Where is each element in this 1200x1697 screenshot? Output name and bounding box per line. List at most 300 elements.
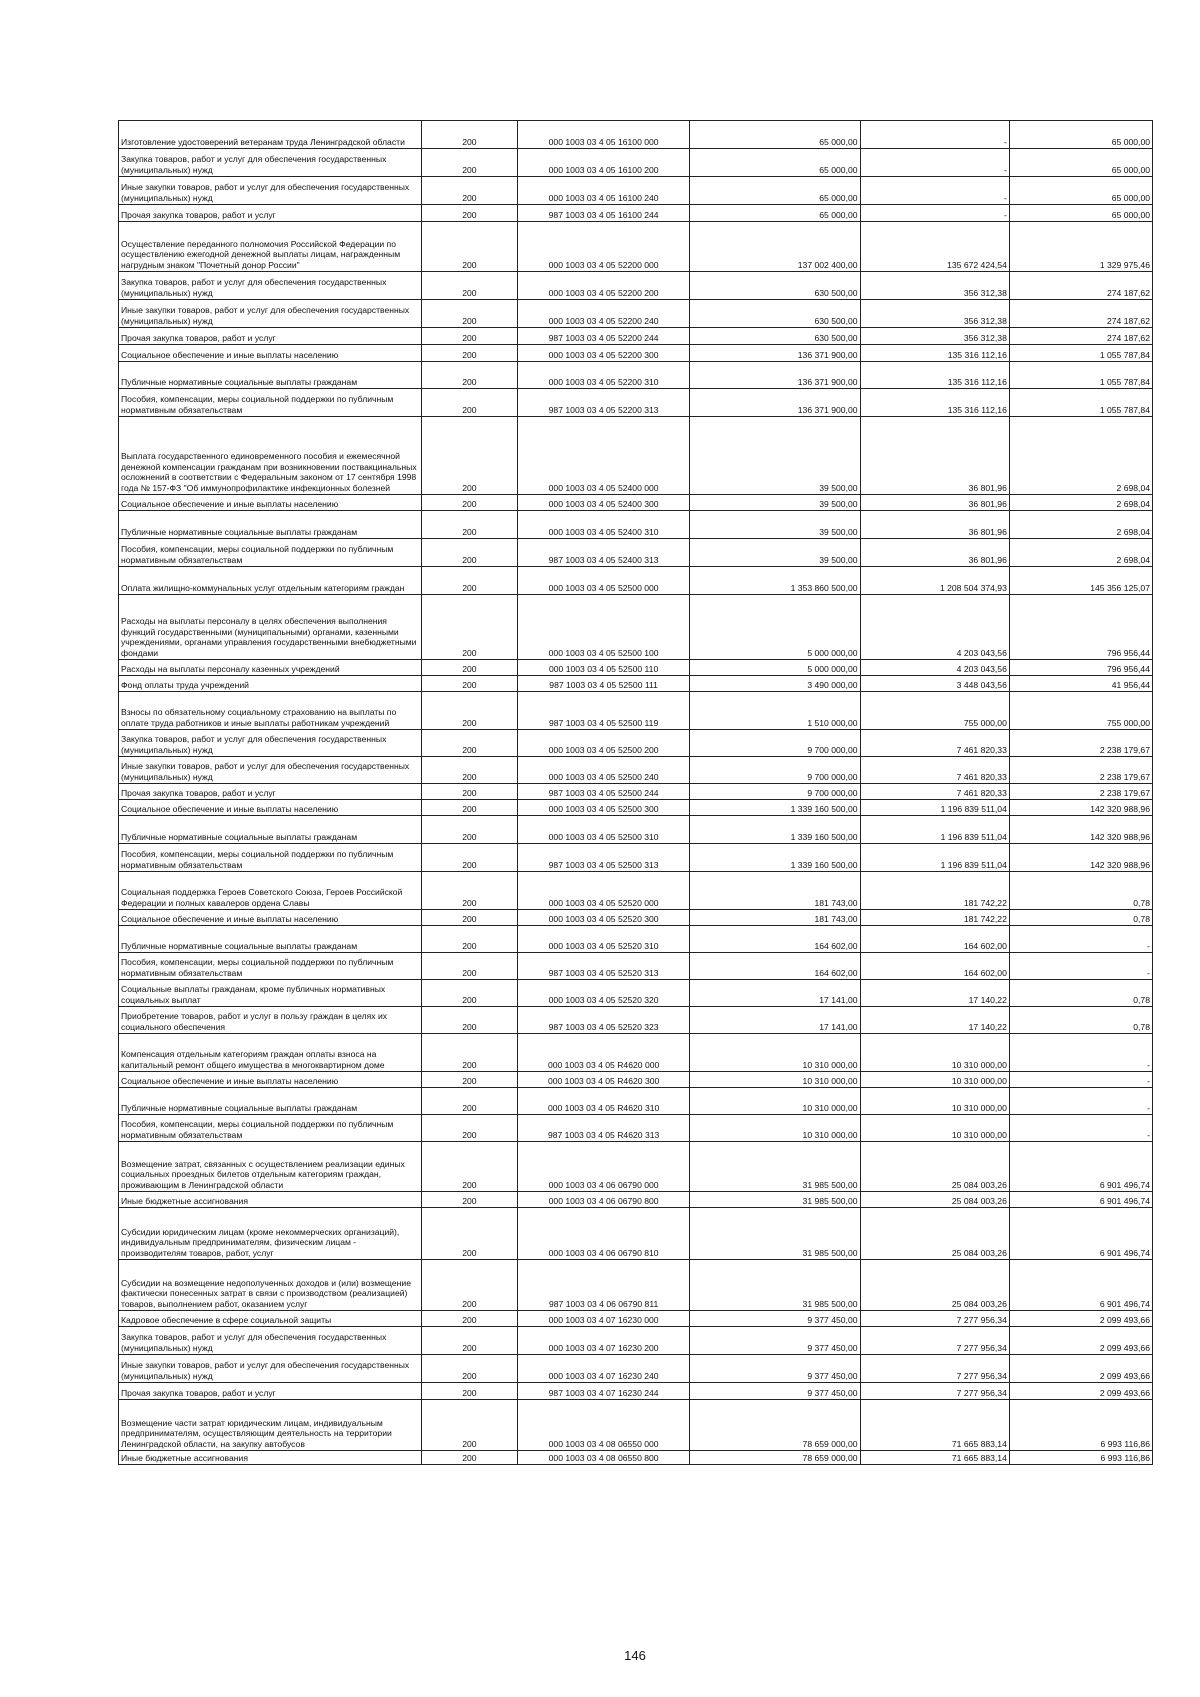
classification-code-cell: 000 1003 03 4 05 52200 000 [517, 222, 689, 272]
executed-amount-cell: 7 461 820,33 [860, 730, 1009, 757]
page-number: 146 [624, 1648, 646, 1663]
classification-code-cell: 000 1003 03 4 05 16100 000 [517, 121, 689, 149]
classification-code-cell: 987 1003 03 4 05 R4620 313 [517, 1115, 689, 1142]
unexecuted-amount-cell: 65 000,00 [1009, 177, 1152, 205]
unexecuted-amount-cell: - [1009, 1072, 1152, 1088]
table-row [119, 730, 1153, 757]
classification-code-cell: 000 1003 03 4 06 06790 000 [517, 1142, 689, 1192]
table-row [119, 1192, 1153, 1208]
line-code-cell: 200 [421, 1192, 517, 1208]
table-row [119, 784, 1153, 800]
expense-name-cell: Пособия, компенсации, меры социальной поддержки по публичным нормативным обязательствам [119, 953, 422, 980]
expense-name-cell: Кадровое обеспечение в сфере социальной защиты [119, 1311, 422, 1327]
table-row [119, 362, 1153, 389]
approved-amount-cell: 9 700 000,00 [690, 784, 860, 800]
table-row [119, 1034, 1153, 1072]
expense-name-cell: Социальные выплаты гражданам, кроме публичных нормативных социальных выплат [119, 980, 422, 1007]
expense-name-cell: Прочая закупка товаров, работ и услуг [119, 1383, 422, 1400]
line-code-cell: 200 [421, 1400, 517, 1451]
classification-code-cell: 000 1003 03 4 05 52520 000 [517, 872, 689, 910]
approved-amount-cell: 10 310 000,00 [690, 1115, 860, 1142]
expense-name-cell: Социальное обеспечение и иные выплаты населению [119, 800, 422, 816]
line-code-cell: 200 [421, 539, 517, 567]
approved-amount-cell: 136 371 900,00 [690, 345, 860, 362]
approved-amount-cell: 630 500,00 [690, 300, 860, 328]
classification-code-cell: 000 1003 03 4 07 16230 200 [517, 1327, 689, 1355]
table-row [119, 1208, 1153, 1260]
table-row [119, 800, 1153, 816]
line-code-cell: 200 [421, 1208, 517, 1260]
budget-table [118, 120, 1153, 1465]
executed-amount-cell: 36 801,96 [860, 417, 1009, 495]
line-code-cell: 200 [421, 177, 517, 205]
line-code-cell: 200 [421, 149, 517, 177]
table-row [119, 1088, 1153, 1115]
approved-amount-cell: 5 000 000,00 [690, 660, 860, 676]
approved-amount-cell: 65 000,00 [690, 205, 860, 222]
line-code-cell: 200 [421, 389, 517, 417]
approved-amount-cell: 9 377 450,00 [690, 1355, 860, 1383]
executed-amount-cell: 1 208 504 374,93 [860, 567, 1009, 595]
expense-name-cell: Иные закупки товаров, работ и услуг для обеспечения государственных (муниципальных) нужд [119, 757, 422, 784]
table-row [119, 495, 1153, 511]
executed-amount-cell: 25 084 003,26 [860, 1192, 1009, 1208]
executed-amount-cell: 3 448 043,56 [860, 676, 1009, 692]
table-row [119, 757, 1153, 784]
executed-amount-cell: 25 084 003,26 [860, 1142, 1009, 1192]
unexecuted-amount-cell: 1 055 787,84 [1009, 389, 1152, 417]
unexecuted-amount-cell: 274 187,62 [1009, 300, 1152, 328]
classification-code-cell: 000 1003 03 4 06 06790 800 [517, 1192, 689, 1208]
table-row [119, 953, 1153, 980]
line-code-cell: 200 [421, 692, 517, 730]
approved-amount-cell: 39 500,00 [690, 495, 860, 511]
approved-amount-cell: 31 985 500,00 [690, 1260, 860, 1311]
classification-code-cell: 000 1003 03 4 07 16230 240 [517, 1355, 689, 1383]
unexecuted-amount-cell: 2 238 179,67 [1009, 784, 1152, 800]
expense-name-cell: Социальное обеспечение и иные выплаты населению [119, 910, 422, 926]
approved-amount-cell: 65 000,00 [690, 149, 860, 177]
executed-amount-cell: 10 310 000,00 [860, 1115, 1009, 1142]
line-code-cell: 200 [421, 1072, 517, 1088]
executed-amount-cell: 4 203 043,56 [860, 660, 1009, 676]
classification-code-cell: 000 1003 03 4 05 R4620 000 [517, 1034, 689, 1072]
table-row [119, 910, 1153, 926]
approved-amount-cell: 9 377 450,00 [690, 1383, 860, 1400]
expense-name-cell: Прочая закупка товаров, работ и услуг [119, 328, 422, 345]
unexecuted-amount-cell: 2 698,04 [1009, 495, 1152, 511]
classification-code-cell: 000 1003 03 4 05 52200 240 [517, 300, 689, 328]
executed-amount-cell: 10 310 000,00 [860, 1072, 1009, 1088]
unexecuted-amount-cell: - [1009, 926, 1152, 953]
executed-amount-cell: 7 277 956,34 [860, 1383, 1009, 1400]
unexecuted-amount-cell: 65 000,00 [1009, 149, 1152, 177]
table-row [119, 676, 1153, 692]
classification-code-cell: 000 1003 03 4 05 16100 240 [517, 177, 689, 205]
unexecuted-amount-cell: 2 099 493,66 [1009, 1311, 1152, 1327]
line-code-cell: 200 [421, 1327, 517, 1355]
expense-name-cell: Компенсация отдельным категориям граждан оплаты взноса на капитальный ремонт общего имущества в многоквартирном доме [119, 1034, 422, 1072]
classification-code-cell: 987 1003 03 4 05 52500 313 [517, 844, 689, 872]
expense-name-cell: Иные закупки товаров, работ и услуг для обеспечения государственных (муниципальных) нужд [119, 1355, 422, 1383]
approved-amount-cell: 9 700 000,00 [690, 730, 860, 757]
line-code-cell: 200 [421, 926, 517, 953]
expense-name-cell: Возмещение затрат, связанных с осуществлением реализации единых социальных проездных билетов отдельным категориям граждан, проживающим в Ленинградской области [119, 1142, 422, 1192]
line-code-cell: 200 [421, 1142, 517, 1192]
unexecuted-amount-cell: - [1009, 1115, 1152, 1142]
table-row [119, 1115, 1153, 1142]
expense-name-cell: Иные закупки товаров, работ и услуг для обеспечения государственных (муниципальных) нужд [119, 300, 422, 328]
unexecuted-amount-cell: 41 956,44 [1009, 676, 1152, 692]
line-code-cell: 200 [421, 980, 517, 1007]
classification-code-cell: 000 1003 03 4 05 52520 320 [517, 980, 689, 1007]
table-row [119, 345, 1153, 362]
approved-amount-cell: 39 500,00 [690, 539, 860, 567]
unexecuted-amount-cell: 0,78 [1009, 980, 1152, 1007]
executed-amount-cell: 135 316 112,16 [860, 345, 1009, 362]
unexecuted-amount-cell: 6 993 116,86 [1009, 1400, 1152, 1451]
table-row [119, 511, 1153, 539]
table-row [119, 1451, 1153, 1465]
approved-amount-cell: 1 510 000,00 [690, 692, 860, 730]
approved-amount-cell: 164 602,00 [690, 953, 860, 980]
executed-amount-cell: 17 140,22 [860, 1007, 1009, 1034]
executed-amount-cell: 1 196 839 511,04 [860, 800, 1009, 816]
executed-amount-cell: - [860, 205, 1009, 222]
executed-amount-cell: 135 672 424,54 [860, 222, 1009, 272]
classification-code-cell: 000 1003 03 4 05 52500 300 [517, 800, 689, 816]
classification-code-cell: 000 1003 03 4 05 R4620 300 [517, 1072, 689, 1088]
expense-name-cell: Публичные нормативные социальные выплаты гражданам [119, 1088, 422, 1115]
unexecuted-amount-cell: 2 238 179,67 [1009, 730, 1152, 757]
approved-amount-cell: 78 659 000,00 [690, 1451, 860, 1465]
approved-amount-cell: 137 002 400,00 [690, 222, 860, 272]
approved-amount-cell: 1 339 160 500,00 [690, 816, 860, 844]
line-code-cell: 200 [421, 417, 517, 495]
expense-name-cell: Иные бюджетные ассигнования [119, 1451, 422, 1465]
classification-code-cell: 000 1003 03 4 05 52200 300 [517, 345, 689, 362]
unexecuted-amount-cell: 65 000,00 [1009, 205, 1152, 222]
executed-amount-cell: - [860, 121, 1009, 149]
expense-name-cell: Пособия, компенсации, меры социальной поддержки по публичным нормативным обязательствам [119, 539, 422, 567]
line-code-cell: 200 [421, 222, 517, 272]
unexecuted-amount-cell: 2 698,04 [1009, 511, 1152, 539]
executed-amount-cell: 71 665 883,14 [860, 1451, 1009, 1465]
unexecuted-amount-cell: 0,78 [1009, 910, 1152, 926]
executed-amount-cell: 7 277 956,34 [860, 1311, 1009, 1327]
classification-code-cell: 987 1003 03 4 05 52400 313 [517, 539, 689, 567]
expense-name-cell: Закупка товаров, работ и услуг для обеспечения государственных (муниципальных) нужд [119, 272, 422, 300]
executed-amount-cell: 10 310 000,00 [860, 1088, 1009, 1115]
table-row [119, 417, 1153, 495]
executed-amount-cell: 1 196 839 511,04 [860, 816, 1009, 844]
unexecuted-amount-cell: 145 356 125,07 [1009, 567, 1152, 595]
table-row [119, 567, 1153, 595]
approved-amount-cell: 630 500,00 [690, 272, 860, 300]
unexecuted-amount-cell: 6 901 496,74 [1009, 1192, 1152, 1208]
table-row [119, 149, 1153, 177]
classification-code-cell: 987 1003 03 4 05 16100 244 [517, 205, 689, 222]
table-row [119, 1311, 1153, 1327]
unexecuted-amount-cell: 274 187,62 [1009, 272, 1152, 300]
approved-amount-cell: 39 500,00 [690, 511, 860, 539]
line-code-cell: 200 [421, 362, 517, 389]
classification-code-cell: 000 1003 03 4 05 52520 300 [517, 910, 689, 926]
approved-amount-cell: 1 339 160 500,00 [690, 844, 860, 872]
table-row [119, 595, 1153, 660]
classification-code-cell: 000 1003 03 4 05 52500 200 [517, 730, 689, 757]
table-row [119, 660, 1153, 676]
classification-code-cell: 000 1003 03 4 08 06550 800 [517, 1451, 689, 1465]
table-row [119, 205, 1153, 222]
classification-code-cell: 987 1003 03 4 07 16230 244 [517, 1383, 689, 1400]
approved-amount-cell: 9 377 450,00 [690, 1311, 860, 1327]
executed-amount-cell: 71 665 883,14 [860, 1400, 1009, 1451]
expense-name-cell: Расходы на выплаты персоналу в целях обеспечения выполнения функций государственными (муниципальными) органами, казенными учреждениями, органами управления государственными внебюджетными фондами [119, 595, 422, 660]
classification-code-cell: 987 1003 03 4 05 52520 323 [517, 1007, 689, 1034]
unexecuted-amount-cell: 6 901 496,74 [1009, 1260, 1152, 1311]
line-code-cell: 200 [421, 205, 517, 222]
expense-name-cell: Социальное обеспечение и иные выплаты населению [119, 1072, 422, 1088]
expense-name-cell: Прочая закупка товаров, работ и услуг [119, 205, 422, 222]
expense-name-cell: Прочая закупка товаров, работ и услуг [119, 784, 422, 800]
executed-amount-cell: 7 277 956,34 [860, 1355, 1009, 1383]
classification-code-cell: 987 1003 03 4 05 52500 111 [517, 676, 689, 692]
unexecuted-amount-cell: 274 187,62 [1009, 328, 1152, 345]
executed-amount-cell: 25 084 003,26 [860, 1208, 1009, 1260]
line-code-cell: 200 [421, 272, 517, 300]
expense-name-cell: Социальное обеспечение и иные выплаты населению [119, 345, 422, 362]
classification-code-cell: 000 1003 03 4 05 R4620 310 [517, 1088, 689, 1115]
classification-code-cell: 987 1003 03 4 05 52200 244 [517, 328, 689, 345]
unexecuted-amount-cell: 2 698,04 [1009, 539, 1152, 567]
approved-amount-cell: 10 310 000,00 [690, 1072, 860, 1088]
unexecuted-amount-cell: - [1009, 953, 1152, 980]
line-code-cell: 200 [421, 816, 517, 844]
approved-amount-cell: 136 371 900,00 [690, 389, 860, 417]
expense-name-cell: Расходы на выплаты персоналу казенных учреждений [119, 660, 422, 676]
executed-amount-cell: 135 316 112,16 [860, 389, 1009, 417]
line-code-cell: 200 [421, 953, 517, 980]
unexecuted-amount-cell: - [1009, 1034, 1152, 1072]
table-row [119, 328, 1153, 345]
line-code-cell: 200 [421, 1115, 517, 1142]
approved-amount-cell: 181 743,00 [690, 872, 860, 910]
classification-code-cell: 987 1003 03 4 05 52200 313 [517, 389, 689, 417]
classification-code-cell: 000 1003 03 4 05 52400 310 [517, 511, 689, 539]
classification-code-cell: 987 1003 03 4 05 52520 313 [517, 953, 689, 980]
approved-amount-cell: 31 985 500,00 [690, 1208, 860, 1260]
line-code-cell: 200 [421, 676, 517, 692]
expense-name-cell: Приобретение товаров, работ и услуг в пользу граждан в целях их социального обеспечения [119, 1007, 422, 1034]
table-row [119, 1142, 1153, 1192]
expense-name-cell: Пособия, компенсации, меры социальной поддержки по публичным нормативным обязательствам [119, 1115, 422, 1142]
executed-amount-cell: 36 801,96 [860, 495, 1009, 511]
approved-amount-cell: 10 310 000,00 [690, 1088, 860, 1115]
approved-amount-cell: 1 353 860 500,00 [690, 567, 860, 595]
executed-amount-cell: 4 203 043,56 [860, 595, 1009, 660]
classification-code-cell: 000 1003 03 4 05 52200 200 [517, 272, 689, 300]
line-code-cell: 200 [421, 757, 517, 784]
classification-code-cell: 000 1003 03 4 05 52520 310 [517, 926, 689, 953]
approved-amount-cell: 9 700 000,00 [690, 757, 860, 784]
expense-name-cell: Оплата жилищно-коммунальных услуг отдельным категориям граждан [119, 567, 422, 595]
line-code-cell: 200 [421, 1355, 517, 1383]
unexecuted-amount-cell: 1 055 787,84 [1009, 345, 1152, 362]
table-row [119, 926, 1153, 953]
line-code-cell: 200 [421, 495, 517, 511]
line-code-cell: 200 [421, 844, 517, 872]
expense-name-cell: Социальная поддержка Героев Советского Союза, Героев Российской Федерации и полных кавалеров ордена Славы [119, 872, 422, 910]
line-code-cell: 200 [421, 567, 517, 595]
executed-amount-cell: 36 801,96 [860, 511, 1009, 539]
unexecuted-amount-cell: 142 320 988,96 [1009, 844, 1152, 872]
approved-amount-cell: 630 500,00 [690, 328, 860, 345]
classification-code-cell: 987 1003 03 4 05 52500 244 [517, 784, 689, 800]
table-row [119, 272, 1153, 300]
approved-amount-cell: 10 310 000,00 [690, 1034, 860, 1072]
expense-name-cell: Закупка товаров, работ и услуг для обеспечения государственных (муниципальных) нужд [119, 1327, 422, 1355]
executed-amount-cell: 135 316 112,16 [860, 362, 1009, 389]
approved-amount-cell: 31 985 500,00 [690, 1142, 860, 1192]
line-code-cell: 200 [421, 1007, 517, 1034]
expense-name-cell: Иные закупки товаров, работ и услуг для обеспечения государственных (муниципальных) нужд [119, 177, 422, 205]
expense-name-cell: Публичные нормативные социальные выплаты гражданам [119, 926, 422, 953]
executed-amount-cell: 17 140,22 [860, 980, 1009, 1007]
expense-name-cell: Социальное обеспечение и иные выплаты населению [119, 495, 422, 511]
expense-name-cell: Изготовление удостоверений ветеранам труда Ленинградской области [119, 121, 422, 149]
executed-amount-cell: 7 461 820,33 [860, 784, 1009, 800]
expense-name-cell: Субсидии на возмещение недополученных доходов и (или) возмещение фактически понесенных затрат в связи с производством (реализацией) товаров, выполнением работ, оказанием услуг [119, 1260, 422, 1311]
expense-name-cell: Публичные нормативные социальные выплаты гражданам [119, 362, 422, 389]
executed-amount-cell: 7 277 956,34 [860, 1327, 1009, 1355]
line-code-cell: 200 [421, 784, 517, 800]
approved-amount-cell: 9 377 450,00 [690, 1327, 860, 1355]
approved-amount-cell: 17 141,00 [690, 1007, 860, 1034]
executed-amount-cell: 181 742,22 [860, 872, 1009, 910]
table-row [119, 121, 1153, 149]
table-row [119, 300, 1153, 328]
unexecuted-amount-cell: 142 320 988,96 [1009, 816, 1152, 844]
executed-amount-cell: 356 312,38 [860, 272, 1009, 300]
classification-code-cell: 987 1003 03 4 05 52500 119 [517, 692, 689, 730]
expense-name-cell: Осуществление переданного полномочия Российской Федерации по осуществлению ежегодной денежной выплаты лицам, награжденным нагрудным знаком "Почетный донор России" [119, 222, 422, 272]
executed-amount-cell: 356 312,38 [860, 328, 1009, 345]
unexecuted-amount-cell: 65 000,00 [1009, 121, 1152, 149]
unexecuted-amount-cell: 1 055 787,84 [1009, 362, 1152, 389]
table-row [119, 1400, 1153, 1451]
expense-name-cell: Взносы по обязательному социальному страхованию на выплаты по оплате труда работников и иные выплаты работникам учреждений [119, 692, 422, 730]
classification-code-cell: 987 1003 03 4 06 06790 811 [517, 1260, 689, 1311]
table-row [119, 816, 1153, 844]
expense-name-cell: Закупка товаров, работ и услуг для обеспечения государственных (муниципальных) нужд [119, 149, 422, 177]
line-code-cell: 200 [421, 328, 517, 345]
line-code-cell: 200 [421, 1034, 517, 1072]
executed-amount-cell: 356 312,38 [860, 300, 1009, 328]
line-code-cell: 200 [421, 730, 517, 757]
approved-amount-cell: 1 339 160 500,00 [690, 800, 860, 816]
expense-name-cell: Выплата государственного единовременного пособия и ежемесячной денежной компенсации гражданам при возникновении поствакцинальных осложнений в соответствии с Федеральным законом от 17 сентября 1998 года № 157-ФЗ "Об иммунопрофилактике инфекционных болезней [119, 417, 422, 495]
approved-amount-cell: 31 985 500,00 [690, 1192, 860, 1208]
table-row [119, 1260, 1153, 1311]
table-row [119, 1327, 1153, 1355]
table-row [119, 1383, 1153, 1400]
expense-name-cell: Возмещение части затрат юридическим лицам, индивидуальным предпринимателям, осуществляющим деятельность на территории Ленинградской области, на закупку автобусов [119, 1400, 422, 1451]
table-row [119, 177, 1153, 205]
executed-amount-cell: 181 742,22 [860, 910, 1009, 926]
classification-code-cell: 000 1003 03 4 05 52400 000 [517, 417, 689, 495]
classification-code-cell: 000 1003 03 4 05 52500 310 [517, 816, 689, 844]
approved-amount-cell: 164 602,00 [690, 926, 860, 953]
table-row [119, 872, 1153, 910]
line-code-cell: 200 [421, 1383, 517, 1400]
classification-code-cell: 000 1003 03 4 06 06790 810 [517, 1208, 689, 1260]
unexecuted-amount-cell: 796 956,44 [1009, 595, 1152, 660]
unexecuted-amount-cell: 755 000,00 [1009, 692, 1152, 730]
classification-code-cell: 000 1003 03 4 08 06550 000 [517, 1400, 689, 1451]
table-row [119, 1072, 1153, 1088]
classification-code-cell: 000 1003 03 4 05 52400 300 [517, 495, 689, 511]
unexecuted-amount-cell: 0,78 [1009, 1007, 1152, 1034]
approved-amount-cell: 136 371 900,00 [690, 362, 860, 389]
executed-amount-cell: 164 602,00 [860, 926, 1009, 953]
expense-name-cell: Закупка товаров, работ и услуг для обеспечения государственных (муниципальных) нужд [119, 730, 422, 757]
line-code-cell: 200 [421, 345, 517, 362]
unexecuted-amount-cell: 6 993 116,86 [1009, 1451, 1152, 1465]
line-code-cell: 200 [421, 910, 517, 926]
unexecuted-amount-cell: 0,78 [1009, 872, 1152, 910]
executed-amount-cell: - [860, 149, 1009, 177]
expense-name-cell: Субсидии юридическим лицам (кроме некоммерческих организаций), индивидуальным предпринимателям, физическим лицам - производителям товаров, работ, услуг [119, 1208, 422, 1260]
executed-amount-cell: 1 196 839 511,04 [860, 844, 1009, 872]
table-row [119, 844, 1153, 872]
budget-table-body [119, 121, 1153, 1465]
table-row [119, 389, 1153, 417]
unexecuted-amount-cell: 1 329 975,46 [1009, 222, 1152, 272]
expense-name-cell: Публичные нормативные социальные выплаты гражданам [119, 511, 422, 539]
table-row [119, 692, 1153, 730]
classification-code-cell: 000 1003 03 4 05 52500 100 [517, 595, 689, 660]
table-row [119, 1007, 1153, 1034]
classification-code-cell: 000 1003 03 4 05 52500 240 [517, 757, 689, 784]
line-code-cell: 200 [421, 300, 517, 328]
line-code-cell: 200 [421, 595, 517, 660]
expense-name-cell: Пособия, компенсации, меры социальной поддержки по публичным нормативным обязательствам [119, 844, 422, 872]
approved-amount-cell: 65 000,00 [690, 121, 860, 149]
unexecuted-amount-cell: 142 320 988,96 [1009, 800, 1152, 816]
classification-code-cell: 000 1003 03 4 05 52500 000 [517, 567, 689, 595]
executed-amount-cell: 7 461 820,33 [860, 757, 1009, 784]
approved-amount-cell: 65 000,00 [690, 177, 860, 205]
executed-amount-cell: 10 310 000,00 [860, 1034, 1009, 1072]
line-code-cell: 200 [421, 511, 517, 539]
unexecuted-amount-cell: - [1009, 1088, 1152, 1115]
classification-code-cell: 000 1003 03 4 05 52200 310 [517, 362, 689, 389]
table-row [119, 1355, 1153, 1383]
line-code-cell: 200 [421, 872, 517, 910]
approved-amount-cell: 5 000 000,00 [690, 595, 860, 660]
approved-amount-cell: 181 743,00 [690, 910, 860, 926]
line-code-cell: 200 [421, 800, 517, 816]
line-code-cell: 200 [421, 1260, 517, 1311]
unexecuted-amount-cell: 6 901 496,74 [1009, 1142, 1152, 1192]
expense-name-cell: Фонд оплаты труда учреждений [119, 676, 422, 692]
executed-amount-cell: - [860, 177, 1009, 205]
approved-amount-cell: 17 141,00 [690, 980, 860, 1007]
line-code-cell: 200 [421, 1451, 517, 1465]
executed-amount-cell: 755 000,00 [860, 692, 1009, 730]
classification-code-cell: 000 1003 03 4 07 16230 000 [517, 1311, 689, 1327]
